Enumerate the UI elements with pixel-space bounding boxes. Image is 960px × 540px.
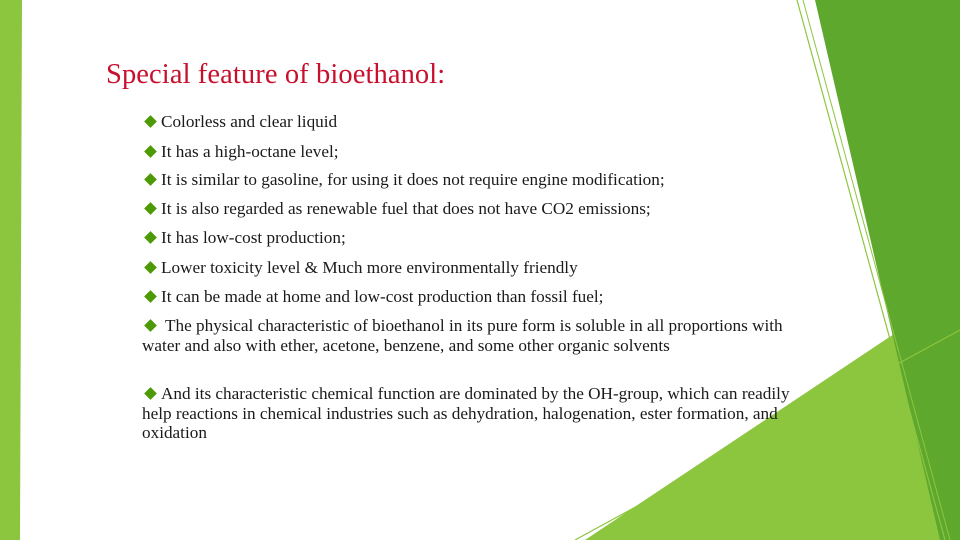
green-diamond-bullet-icon — [144, 202, 157, 215]
list-item: Colorless and clear liquid — [142, 112, 337, 132]
green-diamond-bullet-icon — [144, 115, 157, 128]
green-diamond-bullet-icon — [144, 145, 157, 158]
list-item: It is also regarded as renewable fuel that does not have CO2 emissions; — [142, 199, 651, 219]
green-diamond-bullet-icon — [144, 387, 157, 400]
list-item: It has a high-octane level; — [142, 142, 339, 162]
list-item: And its characteristic chemical function are dominated by the OH-group, which can readily help reactions in chemical industries such as dehydration, halogenation, ester formation, and oxidation — [142, 384, 790, 442]
slide-title: Special feature of bioethanol: — [106, 59, 446, 90]
left-accent-bar — [0, 0, 22, 540]
green-diamond-bullet-icon — [144, 261, 157, 274]
list-item: It is similar to gasoline, for using it does not require engine modification; — [142, 170, 665, 190]
list-item: Lower toxicity level & Much more environmentally friendly — [142, 258, 578, 278]
list-item: The physical characteristic of bioethanol in its pure form is soluble in all proportions with water and also with ether, acetone, benzene, and some other organic solvents — [142, 316, 783, 355]
green-diamond-bullet-icon — [144, 231, 157, 244]
list-item: It has low-cost production; — [142, 228, 346, 248]
green-diamond-bullet-icon — [144, 173, 157, 186]
green-diamond-bullet-icon — [144, 290, 157, 303]
green-diamond-bullet-icon — [144, 319, 157, 332]
list-item: It can be made at home and low-cost production than fossil fuel; — [142, 287, 603, 307]
